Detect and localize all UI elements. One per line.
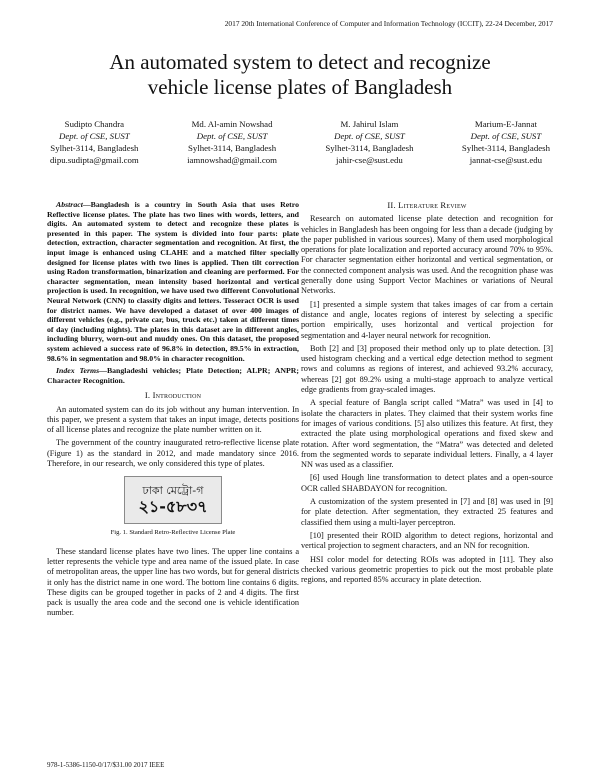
paragraph: These standard license plates have two lines. The upper line contains a letter represents the vehicle type and area name of the issued plate. In case of metropolitan areas, the upper line has two words, but for general districts it only has the district name in one word. The bottom line contains 6 digits. These digits can be grouped together in packs of 2 and 4 digits. The first pack is usually the area code and the second one is vehicle identification number.: [47, 546, 299, 618]
paragraph: An automated system can do its job without any human intervention. In this paper, we present a system that takes an input image, detects positions of all license plates and recognize the plate number written on it.: [47, 404, 299, 435]
author-email: dipu.sudipta@gmail.com: [50, 155, 139, 165]
left-column: [47, 200, 299, 622]
author-email: iamnowshad@gmail.com: [187, 155, 278, 165]
figure-caption: Fig. 1. Standard Retro-Reflective License Plate: [110, 529, 236, 537]
author-city: Sylhet-3114, Bangladesh: [50, 143, 139, 153]
author-name: Sudipto Chandra: [64, 119, 125, 129]
footer-isbn: 978-1-5386-1150-0/17/$31.00 2017 IEEE: [47, 761, 165, 769]
paragraph: A special feature of Bangla script called “Matra” was used in [4] to isolate the characters in plates. They claimed that their system works fine for images of various conditions. [5] also utilizes this feature. At first, they extracted the plate using morphological operations and fixed skew and rotation. After word segmentation, the “Matra” was detected and deleted from the segmented words to separate individual letters. Finally, a 4 layer NN was used as a classifier.: [301, 398, 553, 470]
author-block: [325, 118, 413, 166]
paper-title: [0, 50, 600, 100]
abstract: [47, 200, 299, 363]
author-city: Sylhet-3114, Bangladesh: [187, 143, 277, 153]
conference-header: 2017 20th International Conference of Computer and Information Technology (ICCIT), 22-24 December, 2017: [224, 19, 553, 28]
author-block: [187, 118, 277, 166]
paragraph: The government of the country inaugurated retro-reflective license plate (Figure 1) as the standard in 2012, and made mandatory since 2016. Therefore, in our research, we only considered this type of plates.: [47, 438, 299, 469]
author-block: [50, 118, 139, 166]
title-line-1: An automated system to detect and recognize: [109, 50, 491, 74]
author-email: jahir-cse@sust.edu: [336, 155, 403, 165]
author-city: Sylhet-3114, Bangladesh: [461, 143, 550, 153]
section-heading-introduction: I. Introduction: [144, 390, 202, 401]
author-dept: Dept. of CSE, SUST: [334, 131, 405, 141]
paragraph: [1] presented a simple system that takes images of car from a certain distance and angle, locates regions of interest by selecting a specific portion empirically, uses horizontal and vertical projection for segmentation and 4-layer neural network for recognition.: [301, 299, 553, 340]
section-heading-literature-review: II. Literature Review: [387, 200, 467, 210]
author-name: Marium-E-Jannat: [474, 119, 537, 129]
author-block: [462, 118, 550, 166]
paragraph: A customization of the system presented in [7] and [8] was used in [9] for plate detection. After segmentation, they extracted 25 features and classified them using a multi-layer perceptron.: [301, 497, 553, 527]
index-terms: [47, 366, 299, 385]
abstract-text: —Bangladesh is a country in South Asia that uses Retro Reflective license plates. The plate has two lines with words, letters, and digits. An automated system to detect and recognize these plates is presented in this paper. The system is divided into four parts: plate detection, extraction, character segmentation and recognition. At first, the input image is enhanced using CLAHE and a matched filter specially designed for license plates with two lines is applied. Then tilt correction using Radon transformation, binarization and cleaning are performed. For character segmentation, mean intensity based horizontal and vertical projection is used. In recognition, we have used two different Convolutional Neural Network (CNN) to classify digits and letters. Tesseract OCR is used for district names. We have developed a dataset of over 400 images of different vehicles (e.g., private car, bus, truck etc.) taken at different times of day (including nights). The plates in this dataset are in different angles, including blurry, worn-out and muddy ones. On this dataset, the proposed system achieved a success rate of 96.8% in detection, 89.5% in extraction, 98.6% in segmentation and 98.0% in character recognition.: [47, 200, 299, 363]
plate-lower-line: ২১-৫৮৩৭: [138, 497, 208, 517]
abstract-label: Abstract: [56, 200, 83, 209]
title-line-2: vehicle license plates of Bangladesh: [147, 75, 453, 99]
paragraph: Research on automated license plate detection and recognition for vehicles in Bangladesh has been ongoing for less than a decade (judging by the paper published in various sources). Many of them used morphological operations for plate localization and reported accuracy around 70% to 95%. For character segmentation either horizontal and vertical segmentation, or the connected component analysis was used. And the recognition phase was generally done using Support Vector Machines or variations of Neural Networks.: [301, 214, 553, 296]
paragraph: HSI color model for detecting ROIs was adopted in [11]. They also checked various geometric properties to pick out the most probable plate regions, and reported 85% accuracy in plate detection.: [301, 554, 553, 585]
author-name: M. Jahirul Islam: [340, 119, 399, 129]
author-dept: Dept. of CSE, SUST: [59, 131, 130, 141]
author-name: Md. Al-amin Nowshad: [191, 119, 273, 129]
author-city: Sylhet-3114, Bangladesh: [325, 143, 414, 153]
paragraph: Both [2] and [3] proposed their method only up to plate detection. [3] used histogram checking and a vertical edge detection method to segment rows and columns as regions of interest, and achieved 93.2% accuracy, whereas [2] got 89.2% using a multi-stage approach to analyze vertical edge gradients from gray-scaled images.: [301, 343, 553, 395]
author-list: [50, 118, 550, 166]
index-terms-text: —Bangladeshi vehicles; Plate Detection; ALPR; ANPR; Character Recognition.: [47, 366, 299, 385]
license-plate-figure: [124, 476, 222, 524]
author-dept: Dept. of CSE, SUST: [196, 131, 268, 141]
author-dept: Dept. of CSE, SUST: [470, 131, 542, 141]
right-column: [301, 200, 553, 588]
paragraph: [10] presented their ROID algorithm to detect regions, horizontal and vertical projection to segment characters, and an NN for recognition.: [301, 530, 553, 551]
paragraph: [6] used Hough line transformation to detect plates and a open-source OCR called SHABDAYON for recognition.: [301, 473, 553, 493]
author-email: jannat-cse@sust.edu: [469, 155, 543, 165]
plate-upper-line: ঢাকা মেট্রো-গ: [142, 484, 204, 498]
index-terms-label: Index Terms: [56, 366, 100, 376]
